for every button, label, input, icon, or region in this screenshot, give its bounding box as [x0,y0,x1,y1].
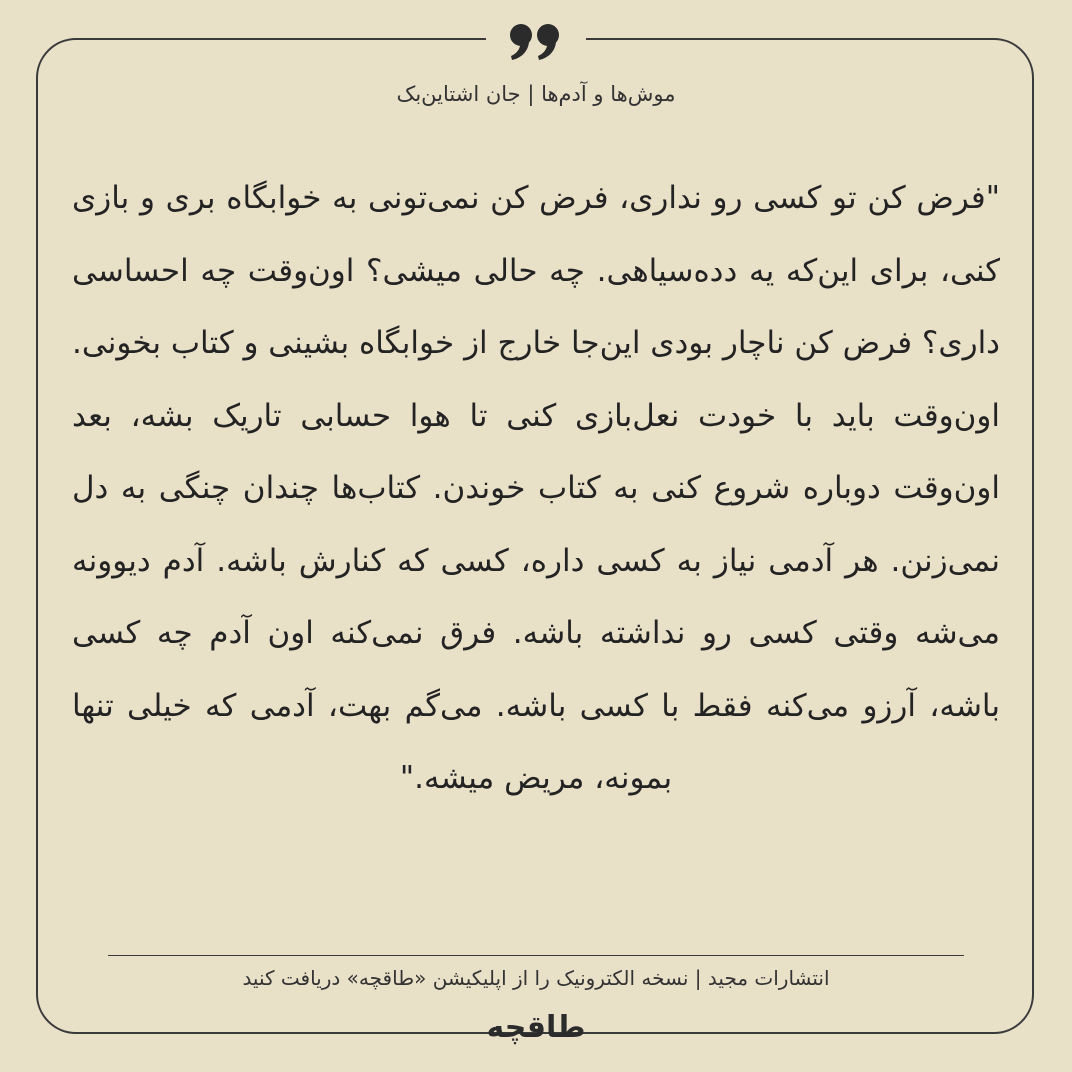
quote-mark [486,12,586,72]
taaghche-logo: طاقچه [486,1010,586,1045]
book-source: موش‌ها و آدم‌ها | جان اشتاین‌بک [396,82,676,106]
quote-text: "فرض کن تو کسی رو نداری، فرض کن نمی‌تونی به خوابگاه بری و بازی کنی، برای این‌که یه دده‌سیاهی. چه حالی میشی؟ اون‌وقت چه احساسی داری؟ فرض کن ناچار بودی این‌جا خارج از خوابگاه بشینی و کتاب بخونی. اون‌وقت باید با خودت نعل‌بازی کنی تا هوا حسابی تاریک بشه، بعد اون‌وقت دوباره شروع کنی به کتاب خوندن. کتاب‌ها چندان چنگی به دل نمی‌زنن. هر آدمی نیاز به کسی داره، کسی که کنارش باشه. آدم دیوونه می‌شه وقتی کسی رو نداشته باشه. فرق نمی‌کنه اون آدم چه کسی باشه، آرزو می‌کنه فقط با کسی باشه. می‌گم بهت، آدمی که خیلی تنها بمونه، مریض میشه." [72,180,1000,796]
publisher-note: انتشارات مجید | نسخه الکترونیک را از اپلیکیشن «طاقچه» دریافت کنید [242,966,830,990]
closing-quote-icon [508,22,564,62]
footer-divider [108,955,964,956]
